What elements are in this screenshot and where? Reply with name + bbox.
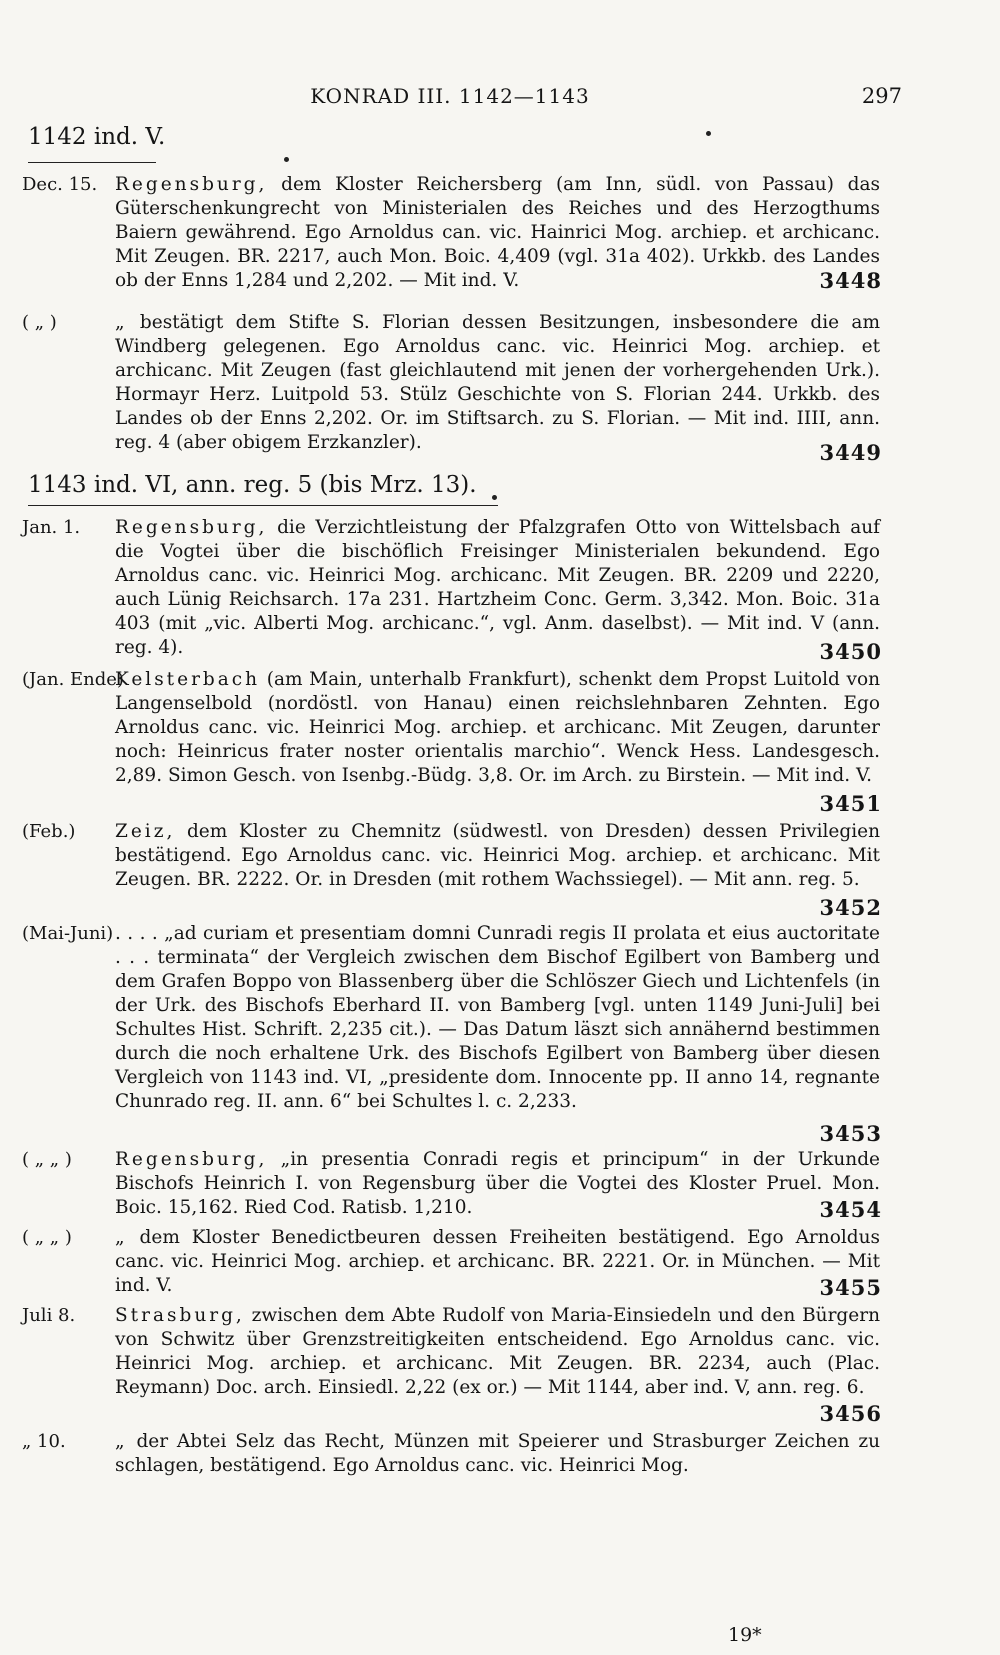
ink-dot — [284, 157, 289, 162]
running-header: KONRAD III. 1142—1143 — [310, 84, 590, 108]
entry-text — [115, 311, 880, 455]
entry-place: „ — [115, 312, 128, 333]
entry-body: dem Kloster zu Chemnitz (südwestl. von Dresden) dessen Privilegien bestätigend. Ego Arnoldus canc. vic. Heinrici Mog. archiep. et archicanc. Mit Zeugen. BR. 2222. Or. in Dresden (mit rothem Wachssiegel). — Mit ann. reg. 5. — [115, 821, 881, 890]
entry-place: „ — [115, 1431, 128, 1452]
entry-date: (Feb.) — [22, 821, 76, 842]
entry-number: 3456 — [819, 1401, 882, 1426]
entry-number: 3455 — [819, 1275, 882, 1300]
entry-body: zwischen dem Abte Rudolf von Maria-Einsiedeln und den Bürgern von Schwitz über Grenzstreitigkeiten entscheidend. Ego Arnoldus canc. vic. Heinrici Mog. archiep. et archicanc. Mit Zeugen. BR. 2234, auch (Plac. Reymann) Doc. arch. Einsiedl. 2,22 (ex or.) — Mit 1144, aber ind. V, ann. reg. 6. — [115, 1305, 880, 1398]
entry-number: 3448 — [819, 268, 882, 293]
section-rule — [28, 505, 498, 506]
entry-date: (Jan. Ende) — [22, 669, 124, 690]
entry-number: 3454 — [819, 1197, 882, 1222]
signature-mark: 19* — [728, 1624, 762, 1646]
entry-text — [115, 516, 880, 660]
entry-date: (Mai-Juni) — [22, 923, 114, 944]
entry-place: Kelsterbach — [115, 669, 261, 690]
entry-text — [115, 668, 880, 788]
entry-place: Strasburg, — [115, 1305, 245, 1326]
entry-body: (am Main, unterhalb Frankfurt), schenkt dem Propst Luitold von Langenselbold (nordöstl. von Hanau) einen reichslehnbaren Zehnten. Ego Arnoldus canc. vic. Heinrici Mog. archiep. et archicanc. Mit Zeugen, darunter noch: Heinricus frater noster orientalis marchio“. Wenck Hess. Landesgesch. 2,89. Simon Gesch. von Isenbg.-Büdg. 3,8. Or. im Arch. zu Birstein. — Mit ind. V. — [115, 669, 880, 786]
section-rule — [28, 162, 156, 163]
page-number: 297 — [861, 84, 902, 108]
entry-text — [115, 1304, 880, 1400]
entry-date: ( „ ) — [22, 312, 57, 333]
entry-date: Juli 8. — [22, 1305, 76, 1326]
entry-text — [115, 820, 880, 892]
entry-number: 3451 — [819, 791, 882, 816]
entry-date: ( „ „ ) — [22, 1227, 72, 1248]
entry-body: dem Kloster Benedictbeuren dessen Freiheiten bestätigend. Ego Arnoldus canc. vic. Heinrici Mog. archiep. et archicanc. BR. 2221. Or. in München. — Mit ind. V. — [115, 1227, 880, 1296]
entry-text — [115, 1226, 880, 1298]
entry-date: „ 10. — [22, 1431, 66, 1452]
entry-place: Zeiz, — [115, 821, 176, 842]
entry-date: ( „ „ ) — [22, 1149, 72, 1170]
entry-body: der Abtei Selz das Recht, Münzen mit Speierer und Strasburger Zeichen zu schlagen, bestätigend. Ego Arnoldus canc. vic. Heinrici Mog. — [115, 1431, 880, 1476]
entry-text — [115, 1430, 880, 1478]
entry-place: „ — [115, 1227, 128, 1248]
entry-text — [115, 922, 880, 1114]
entry-body: die Verzichtleistung der Pfalzgrafen Otto von Wittelsbach auf die Vogtei über die bischöflich Freisinger Ministerialen bekundend. Ego Arnoldus canc. vic. Heinrici Mog. archicanc. Mit Zeugen. BR. 2209 und 2220, auch Lünig Reichsarch. 17a 231. Hartzheim Conc. Germ. 3,342. Mon. Boic. 31a 403 (mit „vic. Alberti Mog. archicanc.“, vgl. Anm. daselbst). — Mit ind. V (ann. reg. 4). — [115, 517, 880, 658]
entry-place: Regensburg, — [115, 1149, 268, 1170]
entry-number: 3453 — [819, 1121, 882, 1146]
entry-number: 3449 — [819, 440, 882, 465]
entry-place: Regensburg, — [115, 174, 268, 195]
section-heading-1143: 1143 ind. VI, ann. reg. 5 (bis Mrz. 13). — [28, 472, 477, 498]
entry-body: dem Kloster Reichersberg (am Inn, südl. von Passau) das Güterschenkungrecht von Ministerialen des Reiches und des Herzogthums Baiern gewährend. Ego Arnoldus can. vic. Hainrici Mog. archiep. et archicanc. Mit Zeugen. BR. 2217, auch Mon. Boic. 4,409 (vgl. 31a 402). Urkkb. des Landes ob der Enns 1,284 und 2,202. — Mit ind. V. — [115, 174, 880, 291]
entry-number: 3452 — [819, 895, 882, 920]
ink-dot — [492, 495, 497, 500]
entry-date: Jan. 1. — [22, 517, 81, 538]
entry-body: . . . . „ad curiam et presentiam domni Cunradi regis II prolata et eius auctoritate . . . terminata“ der Vergleich zwischen dem Bischof Egilbert von Bamberg und dem Grafen Boppo von Blassenberg über die Schlöszer Giech und Lichtenfels (in der Urk. des Bischofs Eberhard II. von Bamberg [vgl. unten 1149 Juni-Juli] bei Schultes Hist. Schrift. 2,235 cit.). — Das Datum läszt sich annähernd bestimmen durch die noch erhaltene Urk. des Bischofs Egilbert von Bamberg über diesen Vergleich von 1143 ind. VI, „presidente dom. Innocente pp. II anno 14, regnante Chunrado reg. II. ann. 6“ bei Schultes l. c. 2,233. — [115, 923, 880, 1112]
entry-date: Dec. 15. — [22, 174, 98, 195]
section-heading-1142: 1142 ind. V. — [28, 124, 166, 150]
ink-dot — [706, 131, 711, 136]
entry-body: bestätigt dem Stifte S. Florian dessen Besitzungen, insbesondere die am Windberg gelegenen. Ego Arnoldus canc. vic. Heinrici Mog. archiep. et archicanc. Mit Zeugen (fast gleichlautend mit jenen der vorhergehenden Urk.). Hormayr Herz. Luitpold 53. Stülz Geschichte von S. Florian 244. Urkkb. des Landes ob der Enns 2,202. Or. im Stiftsarch. zu S. Florian. — Mit ind. IIII, ann. reg. 4 (aber obigem Erzkanzler). — [115, 312, 880, 453]
entry-body: „in presentia Conradi regis et principum“ in der Urkunde Bischofs Heinrich I. von Regensburg über die Vogtei des Kloster Pruel. Mon. Boic. 15,162. Ried Cod. Ratisb. 1,210. — [115, 1149, 880, 1218]
entry-text — [115, 173, 880, 293]
entry-text — [115, 1148, 880, 1220]
entry-place: Regensburg, — [115, 517, 268, 538]
entry-number: 3450 — [819, 639, 882, 664]
